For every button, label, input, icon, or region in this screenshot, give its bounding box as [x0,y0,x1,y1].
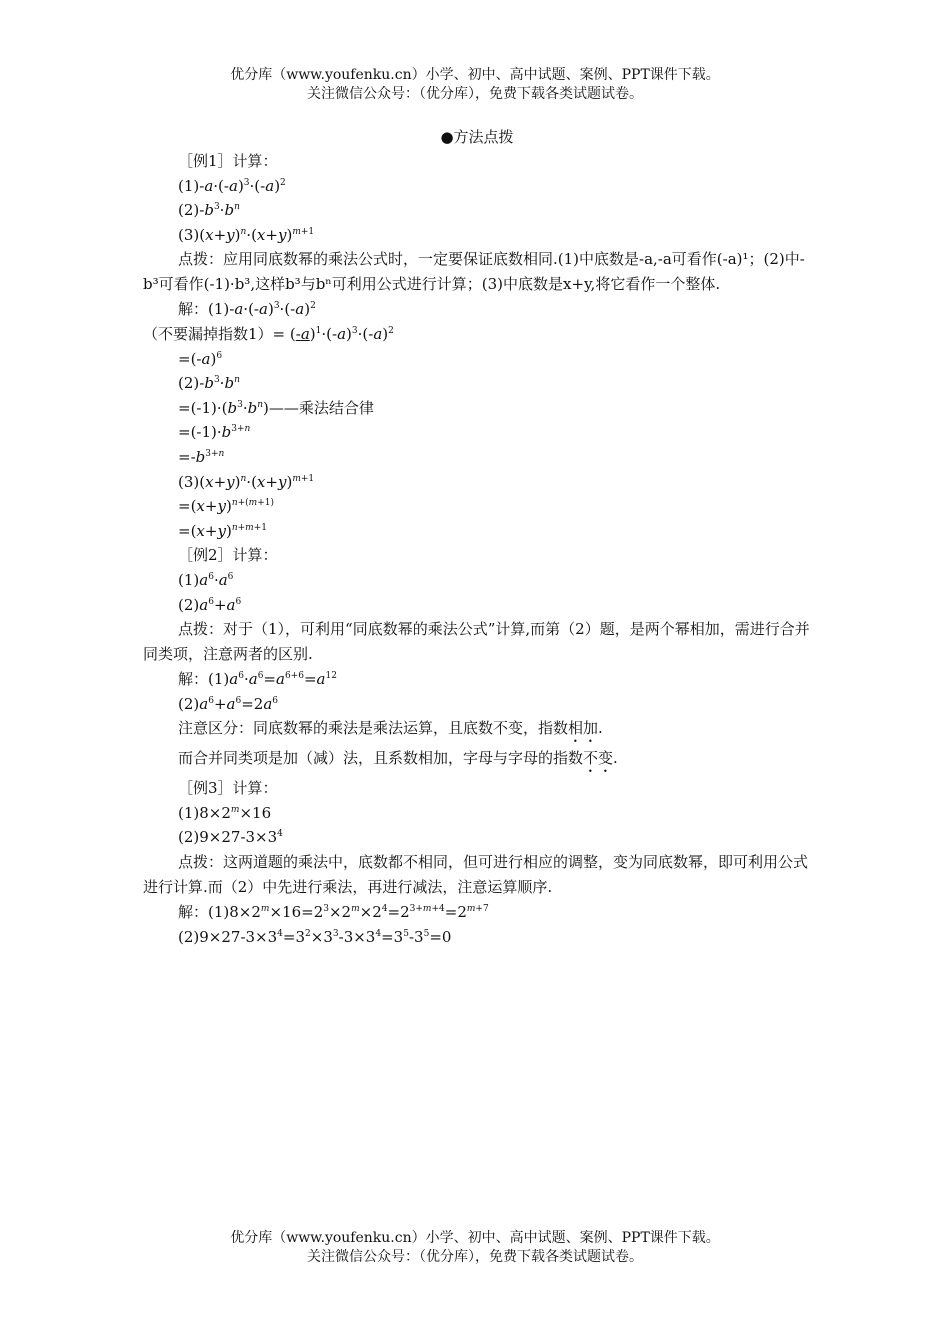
solution-label: 解： [178,670,209,689]
solution-line: $=(-a)^6$ [178,349,223,368]
solution-line: $(2)9\times 27-3\times 3^4=3^2\times 3^3-3\times 3^4=3^5-3^5=0$ [178,927,452,946]
note-text: . [613,749,618,768]
example-2-tip: 点拨：对于（1），可利用“同底数幂的乘法公式”计算,而第（2）题，是两个幂相加，需进行合并同类项，注意两者的区别. [143,620,810,664]
footer-line-1: 优分库（www.youfenku.cn）小学、初中、高中试题、案例、PPT课件下载。 [230,1230,720,1246]
emphasis-text: 相加 [568,719,599,738]
formula-line: $(2)-b^3\cdot b^n$ [178,201,240,220]
example-1-tip: 点拨：应用同底数幂的乘法公式时，一定要保证底数相同.(1)中底数是-a,-a可看作(-a)¹；(2)中-b³可看作(-1)·b³,这样b³与bⁿ可利用公式进行计算；(3)中底数是x+y,将它看作一个整体. [143,250,805,294]
solution-line: $(2)-b^3\cdot b^n$ [178,374,240,393]
emphasis-text: 不变 [583,749,614,768]
formula-line: $(2)9\times 27-3\times 3^4$ [178,828,283,847]
note-text: . [598,719,603,738]
note-text: 注意区分：同底数幂的乘法是乘法运算，且底数不变，指数 [178,719,569,738]
exponent-note: （不要漏掉指数1） [143,324,273,343]
solution-line: $=(-1)\cdot b^{3+n}$ [178,423,251,442]
header-line-2: 关注微信公众号：（优分库），免费下载各类试题试卷。 [307,86,643,102]
note-line [143,746,811,776]
example-3-tip: 点拨：这两道题的乘法中，底数都不相同，但可进行相应的调整，变为同底数幂，即可利用公式进行计算.而（2）中先进行乘法，再进行减法，注意运算顺序. [143,853,809,897]
solution-line: $(3)(x+y)^n\cdot(x+y)^{m+1}$ [178,472,315,491]
header-line-1: 优分库（www.youfenku.cn）小学、初中、高中试题、案例、PPT课件下载。 [230,67,720,83]
solution-line: $=(x+y)^{n+(m+1)}$ [178,497,274,516]
solution-line: $=-b^{3+n}$ [178,447,225,466]
section-title: ●方法点拨 [440,128,514,146]
page-header [0,66,950,104]
example-2-label: ［例2］计算： [178,546,278,565]
page-footer [0,1229,950,1267]
solution-line: 解：$(1)a^6\cdot a^6=a^{6+6}=a^{12}$ [178,670,337,689]
example-3-label: ［例3］计算： [178,779,278,798]
formula-line: $(3)(x+y)^n\cdot(x+y)^{m+1}$ [178,225,315,244]
footer-line-2: 关注微信公众号：（优分库），免费下载各类试题试卷。 [307,1249,643,1265]
document-body [143,125,811,949]
formula-line: $(1)-a\cdot(-a)^3\cdot(-a)^2$ [178,176,286,195]
example-1-label: ［例1］计算： [178,152,278,170]
formula-line: $(1)8\times 2^m\times 16$ [178,803,272,822]
note-text: 而合并同类项是加（减）法，且系数相加，字母与字母的指数 [178,749,584,768]
solution-line: （不要漏掉指数$1)= (-a)^1\cdot(-a)^3\cdot(-a)^2$ [143,324,394,343]
solution-label: 解： [178,903,209,922]
solution-label: 解： [178,300,209,319]
note-line [143,716,811,746]
solution-line: $(2)a^6+a^6=2a^6$ [178,694,279,713]
associative-note: ——乘法结合律 [268,398,374,417]
solution-line: 解：$(1)-a\cdot(-a)^3\cdot(-a)^2$ [178,300,316,319]
formula-line: $(2)a^6+a^6$ [178,595,242,614]
solution-line: $=(x+y)^{n+m+1}$ [178,521,267,540]
formula-line: $(1)a^6\cdot a^6$ [178,570,234,589]
solution-line: 解：$(1)8\times 2^m\times 16=2^3\times 2^m\times 2^4=2^{3+m+4}=2^{m+7}$ [178,903,489,922]
solution-line: $=(-1)\cdot(b^3\cdot b^n)——$乘法结合律 [178,398,374,417]
